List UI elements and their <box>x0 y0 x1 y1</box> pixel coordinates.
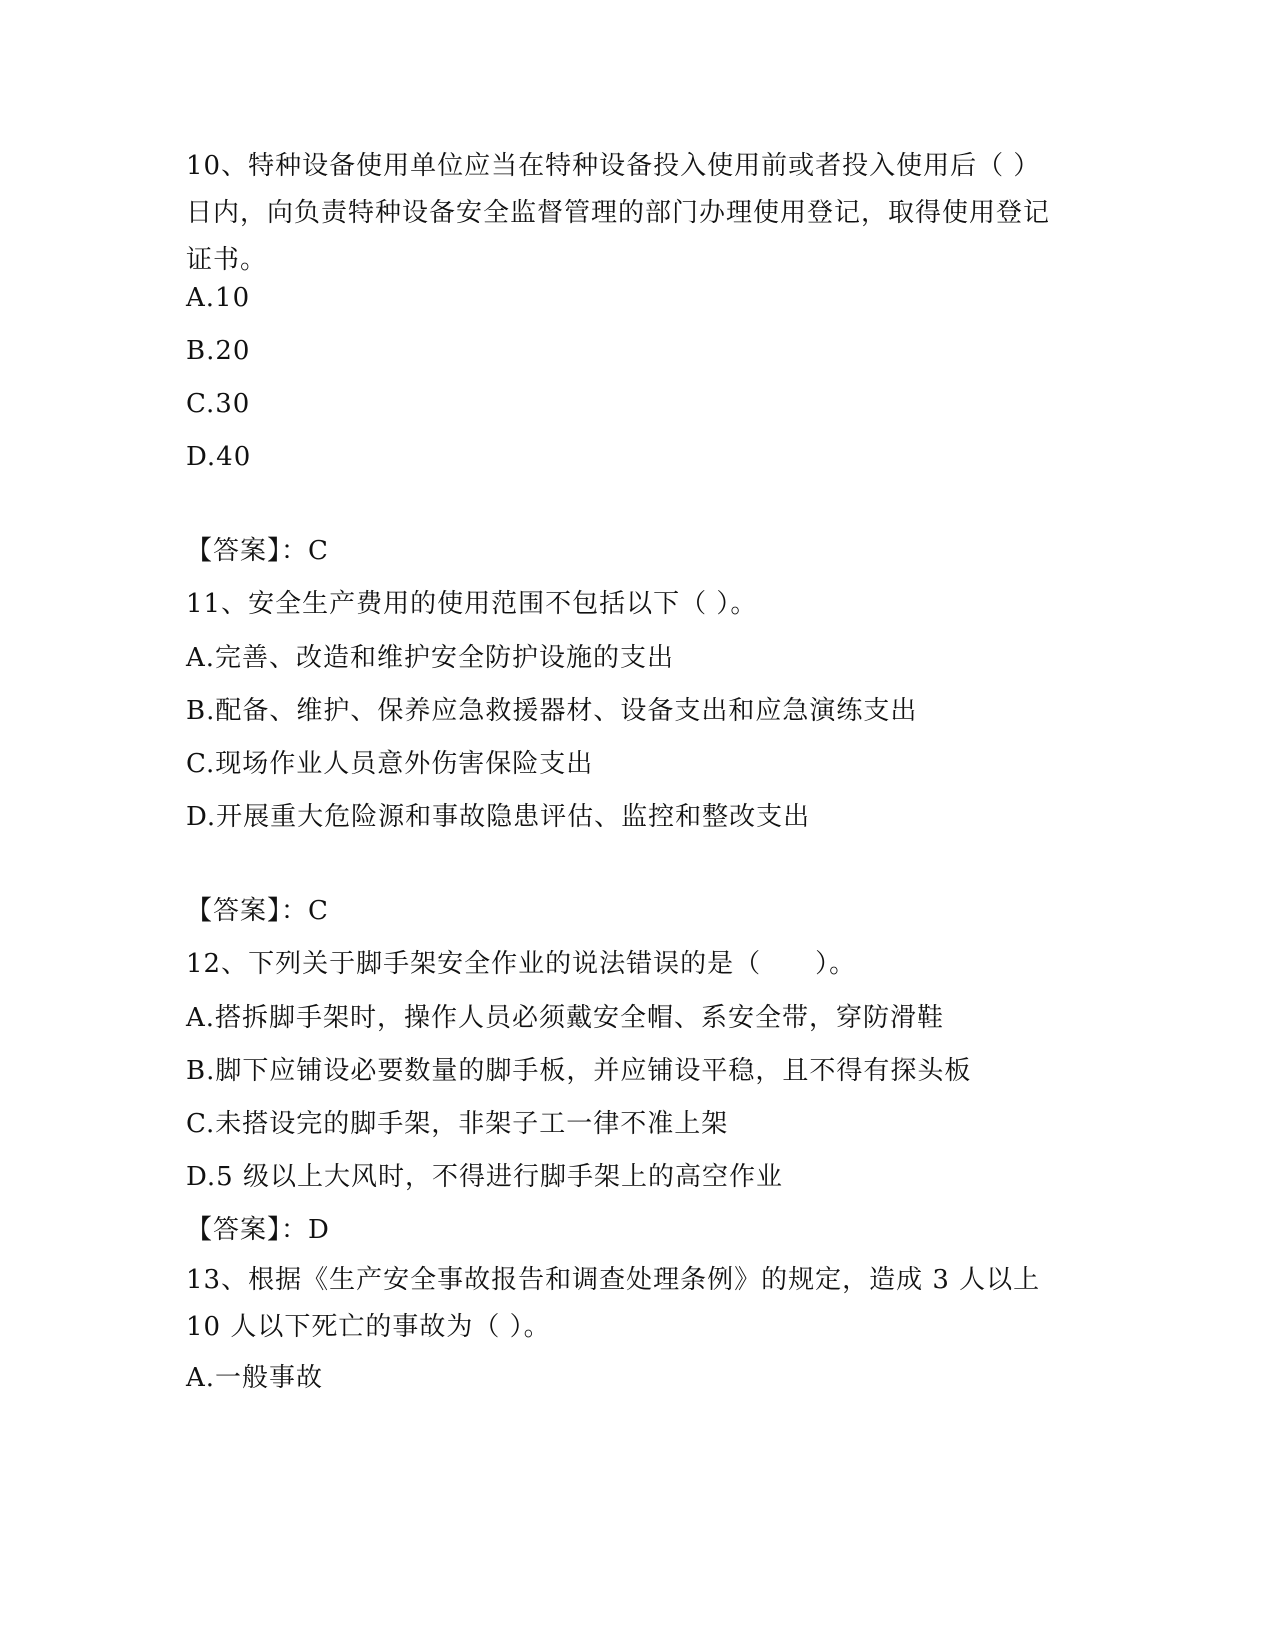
question-13-stem: 13、根据《生产安全事故报告和调查处理条例》的规定，造成 3 人以上 10 人以下死亡的事故为（ ）。 <box>186 1265 1041 1342</box>
question-11-option-d: D.开展重大危险源和事故隐患评估、监控和整改支出 <box>186 802 811 832</box>
question-11-answer: 【答案】：C <box>186 896 329 926</box>
question-12-option-a: A.搭拆脚手架时，操作人员必须戴安全帽、系安全带，穿防滑鞋 <box>186 1003 945 1033</box>
question-12-option-b: B.脚下应铺设必要数量的脚手板，并应铺设平稳，且不得有探头板 <box>186 1056 972 1086</box>
question-12-stem: 12、下列关于脚手架安全作业的说法错误的是（ ）。 <box>186 949 857 979</box>
question-13-option-a: A.一般事故 <box>186 1363 324 1393</box>
question-11-option-b: B.配备、维护、保养应急救援器材、设备支出和应急演练支出 <box>186 696 918 726</box>
question-11-option-c: C.现场作业人员意外伤害保险支出 <box>186 749 594 779</box>
question-10-option-d: D.40 <box>186 442 252 472</box>
question-10-option-a: A.10 <box>186 283 251 313</box>
question-12-answer: 【答案】：D <box>186 1215 330 1245</box>
question-12-option-c: C.未搭设完的脚手架，非架子工一律不准上架 <box>186 1109 729 1139</box>
question-11-option-a: A.完善、改造和维护安全防护设施的支出 <box>186 643 675 673</box>
question-10-option-b: B.20 <box>186 336 251 366</box>
question-10-option-c: C.30 <box>186 389 251 419</box>
question-10-stem: 10、特种设备使用单位应当在特种设备投入使用前或者投入使用后（ ）日内，向负责特种设备安全监督管理的部门办理使用登记，取得使用登记证书。 <box>186 151 1051 275</box>
question-10-answer: 【答案】：C <box>186 536 329 566</box>
question-11-stem: 11、安全生产费用的使用范围不包括以下（ ）。 <box>186 589 758 619</box>
question-12-option-d: D.5 级以上大风时，不得进行脚手架上的高空作业 <box>186 1162 783 1192</box>
